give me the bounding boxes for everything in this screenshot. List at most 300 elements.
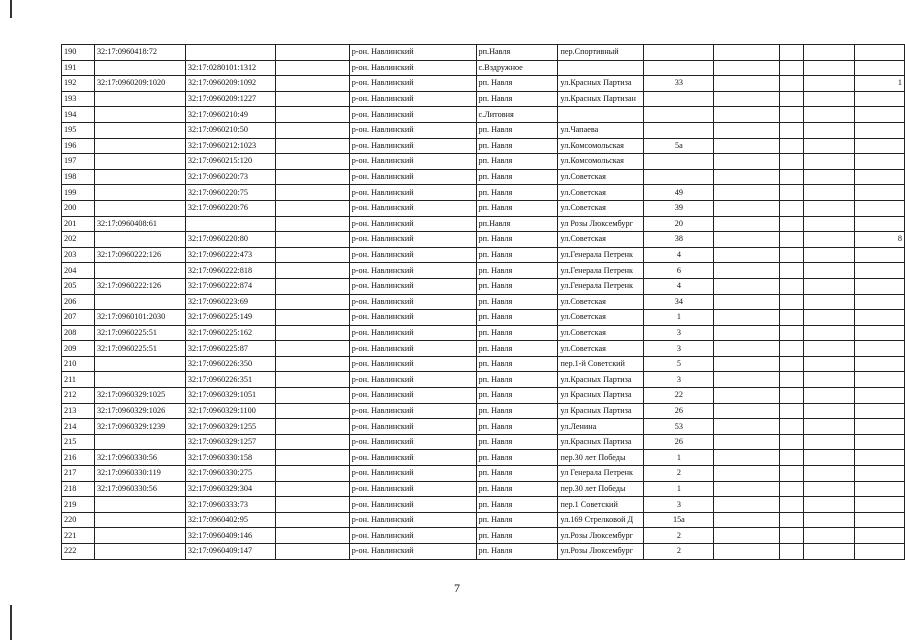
count-cell bbox=[855, 263, 905, 279]
blank-cell bbox=[275, 528, 349, 544]
blank-cell bbox=[804, 481, 855, 497]
count-cell bbox=[855, 216, 905, 232]
street-cell: ул.Советская bbox=[558, 341, 644, 357]
district-cell: р-он. Навлинский bbox=[349, 216, 476, 232]
district-cell: р-он. Навлинский bbox=[349, 185, 476, 201]
blank-cell bbox=[275, 434, 349, 450]
extra-cell bbox=[714, 247, 780, 263]
district-cell: р-он. Навлинский bbox=[349, 419, 476, 435]
blank-cell bbox=[275, 341, 349, 357]
street-cell: ул.Розы Люксембург bbox=[558, 544, 644, 560]
settlement-cell: рп. Навля bbox=[476, 263, 558, 279]
extra-cell bbox=[714, 356, 780, 372]
table-row bbox=[62, 60, 905, 76]
cadastral-number-1: 32:17:0960330:56 bbox=[94, 450, 185, 466]
count-cell bbox=[855, 497, 905, 513]
blank-cell bbox=[275, 45, 349, 61]
count-cell bbox=[855, 341, 905, 357]
settlement-cell: рп. Навля bbox=[476, 403, 558, 419]
blank-cell bbox=[804, 60, 855, 76]
house-cell: 5а bbox=[644, 138, 714, 154]
blank-cell bbox=[275, 60, 349, 76]
count-cell bbox=[855, 310, 905, 326]
blank-cell bbox=[804, 247, 855, 263]
blank-cell bbox=[804, 497, 855, 513]
blank-cell bbox=[804, 232, 855, 248]
cadastral-number-2: 32:17:0960223:69 bbox=[185, 294, 275, 310]
blank-cell bbox=[780, 434, 804, 450]
count-cell bbox=[855, 60, 905, 76]
extra-cell bbox=[714, 419, 780, 435]
blank-cell bbox=[780, 278, 804, 294]
row-number: 209 bbox=[62, 341, 95, 357]
row-number: 199 bbox=[62, 185, 95, 201]
house-cell: 2 bbox=[644, 544, 714, 560]
house-cell bbox=[644, 122, 714, 138]
cadastral-number-2: 32:17:0960220:76 bbox=[185, 200, 275, 216]
cadastral-number-2: 32:17:0960330:275 bbox=[185, 466, 275, 482]
house-cell: 1 bbox=[644, 450, 714, 466]
blank-cell bbox=[275, 216, 349, 232]
blank-cell bbox=[275, 154, 349, 170]
row-number: 200 bbox=[62, 200, 95, 216]
house-cell: 22 bbox=[644, 388, 714, 404]
extra-cell bbox=[714, 372, 780, 388]
extra-cell bbox=[714, 294, 780, 310]
cadastral-number-2 bbox=[185, 45, 275, 61]
extra-cell bbox=[714, 278, 780, 294]
row-number: 204 bbox=[62, 263, 95, 279]
cadastral-number-1 bbox=[94, 185, 185, 201]
house-cell: 6 bbox=[644, 263, 714, 279]
table-row bbox=[62, 278, 905, 294]
row-number: 219 bbox=[62, 497, 95, 513]
settlement-cell: рп. Навля bbox=[476, 76, 558, 92]
district-cell: р-он. Навлинский bbox=[349, 232, 476, 248]
blank-cell bbox=[275, 466, 349, 482]
house-cell: 4 bbox=[644, 247, 714, 263]
table-row bbox=[62, 107, 905, 123]
blank-cell bbox=[804, 154, 855, 170]
cadastral-number-1: 32:17:0960330:119 bbox=[94, 466, 185, 482]
blank-cell bbox=[804, 263, 855, 279]
extra-cell bbox=[714, 60, 780, 76]
settlement-cell: рп. Навля bbox=[476, 512, 558, 528]
cadastral-number-1: 32:17:0960225:51 bbox=[94, 325, 185, 341]
extra-cell bbox=[714, 232, 780, 248]
street-cell: ул.Чапаева bbox=[558, 122, 644, 138]
blank-cell bbox=[275, 185, 349, 201]
district-cell: р-он. Навлинский bbox=[349, 450, 476, 466]
count-cell: 1 bbox=[855, 76, 905, 92]
settlement-cell: рп. Навля bbox=[476, 138, 558, 154]
street-cell: ул Генерала Петренк bbox=[558, 466, 644, 482]
row-number: 215 bbox=[62, 434, 95, 450]
cadastral-number-2: 32:17:0960329:304 bbox=[185, 481, 275, 497]
street-cell: ул.Розы Люксембург bbox=[558, 528, 644, 544]
cadastral-number-1 bbox=[94, 294, 185, 310]
cadastral-number-1: 32:17:0960408:61 bbox=[94, 216, 185, 232]
row-number: 201 bbox=[62, 216, 95, 232]
blank-cell bbox=[780, 419, 804, 435]
district-cell: р-он. Навлинский bbox=[349, 310, 476, 326]
extra-cell bbox=[714, 154, 780, 170]
blank-cell bbox=[804, 310, 855, 326]
table-row bbox=[62, 45, 905, 61]
settlement-cell: рп. Навля bbox=[476, 294, 558, 310]
row-number: 207 bbox=[62, 310, 95, 326]
extra-cell bbox=[714, 466, 780, 482]
row-number: 206 bbox=[62, 294, 95, 310]
extra-cell bbox=[714, 185, 780, 201]
street-cell: ул.Красных Партиза bbox=[558, 372, 644, 388]
extra-cell bbox=[714, 434, 780, 450]
district-cell: р-он. Навлинский bbox=[349, 434, 476, 450]
table-row bbox=[62, 419, 905, 435]
table-row bbox=[62, 247, 905, 263]
blank-cell bbox=[804, 372, 855, 388]
blank-cell bbox=[780, 107, 804, 123]
count-cell bbox=[855, 154, 905, 170]
row-number: 213 bbox=[62, 403, 95, 419]
table-body bbox=[62, 45, 905, 560]
extra-cell bbox=[714, 388, 780, 404]
street-cell: пер.30 лет Победы bbox=[558, 450, 644, 466]
settlement-cell: рп. Навля bbox=[476, 232, 558, 248]
table-row bbox=[62, 372, 905, 388]
blank-cell bbox=[780, 544, 804, 560]
settlement-cell: рп.Навля bbox=[476, 216, 558, 232]
blank-cell bbox=[275, 138, 349, 154]
cadastral-number-1 bbox=[94, 154, 185, 170]
house-cell: 20 bbox=[644, 216, 714, 232]
extra-cell bbox=[714, 450, 780, 466]
street-cell: ул.169 Стрелковой Д bbox=[558, 512, 644, 528]
cadastral-number-1: 32:17:0960222:126 bbox=[94, 247, 185, 263]
extra-cell bbox=[714, 200, 780, 216]
blank-cell bbox=[275, 278, 349, 294]
blank-cell bbox=[275, 419, 349, 435]
cadastral-number-2: 32:17:0960215:120 bbox=[185, 154, 275, 170]
blank-cell bbox=[780, 169, 804, 185]
cadastral-register-table bbox=[61, 44, 905, 560]
table-row bbox=[62, 512, 905, 528]
blank-cell bbox=[275, 497, 349, 513]
blank-cell bbox=[804, 278, 855, 294]
extra-cell bbox=[714, 216, 780, 232]
cadastral-number-1 bbox=[94, 122, 185, 138]
table-row bbox=[62, 356, 905, 372]
settlement-cell: рп. Навля bbox=[476, 356, 558, 372]
cadastral-number-1: 32:17:0960418:72 bbox=[94, 45, 185, 61]
blank-cell bbox=[780, 356, 804, 372]
district-cell: р-он. Навлинский bbox=[349, 263, 476, 279]
blank-cell bbox=[804, 325, 855, 341]
cadastral-number-2: 32:17:0960329:1100 bbox=[185, 403, 275, 419]
district-cell: р-он. Навлинский bbox=[349, 278, 476, 294]
house-cell bbox=[644, 107, 714, 123]
extra-cell bbox=[714, 481, 780, 497]
count-cell bbox=[855, 122, 905, 138]
blank-cell bbox=[780, 512, 804, 528]
house-cell: 4 bbox=[644, 278, 714, 294]
table-row bbox=[62, 122, 905, 138]
settlement-cell: рп. Навля bbox=[476, 122, 558, 138]
cadastral-number-2: 32:17:0960210:50 bbox=[185, 122, 275, 138]
blank-cell bbox=[804, 45, 855, 61]
table-row bbox=[62, 481, 905, 497]
settlement-cell: рп. Навля bbox=[476, 325, 558, 341]
extra-cell bbox=[714, 76, 780, 92]
street-cell: ул.Генерала Петренк bbox=[558, 247, 644, 263]
cadastral-number-2: 32:17:0960409:147 bbox=[185, 544, 275, 560]
blank-cell bbox=[780, 497, 804, 513]
blank-cell bbox=[275, 388, 349, 404]
cadastral-number-1: 32:17:0960209:1020 bbox=[94, 76, 185, 92]
house-cell: 15а bbox=[644, 512, 714, 528]
street-cell: ул.Генерала Петренк bbox=[558, 278, 644, 294]
blank-cell bbox=[780, 310, 804, 326]
settlement-cell: рп. Навля bbox=[476, 169, 558, 185]
blank-cell bbox=[275, 512, 349, 528]
blank-cell bbox=[780, 122, 804, 138]
cadastral-number-2: 32:17:0960225:162 bbox=[185, 325, 275, 341]
table-row bbox=[62, 76, 905, 92]
count-cell bbox=[855, 138, 905, 154]
cadastral-number-2: 32:17:0960210:49 bbox=[185, 107, 275, 123]
blank-cell bbox=[780, 247, 804, 263]
extra-cell bbox=[714, 122, 780, 138]
settlement-cell: рп. Навля bbox=[476, 341, 558, 357]
blank-cell bbox=[780, 76, 804, 92]
district-cell: р-он. Навлинский bbox=[349, 481, 476, 497]
cadastral-number-1 bbox=[94, 60, 185, 76]
count-cell bbox=[855, 450, 905, 466]
district-cell: р-он. Навлинский bbox=[349, 91, 476, 107]
table-row bbox=[62, 216, 905, 232]
blank-cell bbox=[780, 372, 804, 388]
blank-cell bbox=[780, 325, 804, 341]
cadastral-number-1 bbox=[94, 91, 185, 107]
count-cell bbox=[855, 544, 905, 560]
settlement-cell: рп. Навля bbox=[476, 185, 558, 201]
row-number: 203 bbox=[62, 247, 95, 263]
row-number: 205 bbox=[62, 278, 95, 294]
table-row bbox=[62, 325, 905, 341]
binder-mark-bottom bbox=[10, 605, 12, 640]
row-number: 220 bbox=[62, 512, 95, 528]
row-number: 208 bbox=[62, 325, 95, 341]
extra-cell bbox=[714, 341, 780, 357]
blank-cell bbox=[804, 419, 855, 435]
house-cell: 1 bbox=[644, 481, 714, 497]
extra-cell bbox=[714, 528, 780, 544]
blank-cell bbox=[780, 341, 804, 357]
count-cell bbox=[855, 481, 905, 497]
cadastral-number-1 bbox=[94, 138, 185, 154]
table-row bbox=[62, 232, 905, 248]
blank-cell bbox=[804, 138, 855, 154]
extra-cell bbox=[714, 91, 780, 107]
blank-cell bbox=[275, 356, 349, 372]
count-cell bbox=[855, 107, 905, 123]
blank-cell bbox=[804, 107, 855, 123]
extra-cell bbox=[714, 138, 780, 154]
row-number: 222 bbox=[62, 544, 95, 560]
house-cell bbox=[644, 169, 714, 185]
blank-cell bbox=[804, 216, 855, 232]
settlement-cell: рп. Навля bbox=[476, 372, 558, 388]
blank-cell bbox=[780, 154, 804, 170]
street-cell: пер.Спортивный bbox=[558, 45, 644, 61]
settlement-cell: рп. Навля bbox=[476, 450, 558, 466]
district-cell: р-он. Навлинский bbox=[349, 544, 476, 560]
district-cell: р-он. Навлинский bbox=[349, 528, 476, 544]
extra-cell bbox=[714, 512, 780, 528]
table-row bbox=[62, 544, 905, 560]
blank-cell bbox=[780, 481, 804, 497]
district-cell: р-он. Навлинский bbox=[349, 325, 476, 341]
blank-cell bbox=[804, 403, 855, 419]
cadastral-number-1 bbox=[94, 497, 185, 513]
settlement-cell: рп. Навля bbox=[476, 91, 558, 107]
district-cell: р-он. Навлинский bbox=[349, 200, 476, 216]
district-cell: р-он. Навлинский bbox=[349, 138, 476, 154]
table-row bbox=[62, 466, 905, 482]
house-cell: 2 bbox=[644, 528, 714, 544]
table-row bbox=[62, 154, 905, 170]
cadastral-number-2 bbox=[185, 216, 275, 232]
count-cell bbox=[855, 169, 905, 185]
row-number: 190 bbox=[62, 45, 95, 61]
blank-cell bbox=[275, 200, 349, 216]
street-cell: ул.Советская bbox=[558, 325, 644, 341]
count-cell: 8 bbox=[855, 232, 905, 248]
blank-cell bbox=[275, 76, 349, 92]
blank-cell bbox=[275, 263, 349, 279]
house-cell: 3 bbox=[644, 341, 714, 357]
blank-cell bbox=[780, 450, 804, 466]
street-cell: ул.Красных Партиза bbox=[558, 434, 644, 450]
count-cell bbox=[855, 200, 905, 216]
district-cell: р-он. Навлинский bbox=[349, 497, 476, 513]
house-cell bbox=[644, 60, 714, 76]
extra-cell bbox=[714, 544, 780, 560]
cadastral-number-1: 32:17:0960225:51 bbox=[94, 341, 185, 357]
count-cell bbox=[855, 434, 905, 450]
cadastral-number-1 bbox=[94, 200, 185, 216]
cadastral-number-2: 32:17:0960222:473 bbox=[185, 247, 275, 263]
cadastral-number-2: 32:17:0960220:75 bbox=[185, 185, 275, 201]
district-cell: р-он. Навлинский bbox=[349, 154, 476, 170]
blank-cell bbox=[804, 200, 855, 216]
count-cell bbox=[855, 294, 905, 310]
district-cell: р-он. Навлинский bbox=[349, 247, 476, 263]
count-cell bbox=[855, 247, 905, 263]
table-row bbox=[62, 310, 905, 326]
binder-mark-top bbox=[10, 0, 12, 18]
table-row bbox=[62, 450, 905, 466]
district-cell: р-он. Навлинский bbox=[349, 45, 476, 61]
table-row bbox=[62, 138, 905, 154]
street-cell: ул.Ленина bbox=[558, 419, 644, 435]
cadastral-number-2: 32:17:0960409:146 bbox=[185, 528, 275, 544]
blank-cell bbox=[804, 294, 855, 310]
cadastral-number-2: 32:17:0960402:95 bbox=[185, 512, 275, 528]
street-cell: ул.Комсомольская bbox=[558, 154, 644, 170]
blank-cell bbox=[275, 310, 349, 326]
cadastral-number-1: 32:17:0960101:2030 bbox=[94, 310, 185, 326]
street-cell: ул.Генерала Петренк bbox=[558, 263, 644, 279]
street-cell: ул.Советская bbox=[558, 200, 644, 216]
district-cell: р-он. Навлинский bbox=[349, 466, 476, 482]
street-cell: ул.Комсомольская bbox=[558, 138, 644, 154]
blank-cell bbox=[804, 169, 855, 185]
district-cell: р-он. Навлинский bbox=[349, 388, 476, 404]
blank-cell bbox=[780, 388, 804, 404]
table-row bbox=[62, 434, 905, 450]
count-cell bbox=[855, 356, 905, 372]
cadastral-number-2: 32:17:0960226:351 bbox=[185, 372, 275, 388]
row-number: 195 bbox=[62, 122, 95, 138]
extra-cell bbox=[714, 45, 780, 61]
blank-cell bbox=[804, 512, 855, 528]
blank-cell bbox=[804, 434, 855, 450]
cadastral-number-2: 32:17:0960209:1227 bbox=[185, 91, 275, 107]
row-number: 193 bbox=[62, 91, 95, 107]
blank-cell bbox=[275, 122, 349, 138]
street-cell: пер.1 Советский bbox=[558, 497, 644, 513]
row-number: 211 bbox=[62, 372, 95, 388]
cadastral-number-1 bbox=[94, 512, 185, 528]
blank-cell bbox=[275, 372, 349, 388]
house-cell: 49 bbox=[644, 185, 714, 201]
settlement-cell: рп. Навля bbox=[476, 434, 558, 450]
house-cell: 38 bbox=[644, 232, 714, 248]
house-cell: 26 bbox=[644, 403, 714, 419]
blank-cell bbox=[804, 466, 855, 482]
count-cell bbox=[855, 403, 905, 419]
street-cell bbox=[558, 107, 644, 123]
cadastral-number-1: 32:17:0960330:56 bbox=[94, 481, 185, 497]
street-cell: ул.Советская bbox=[558, 232, 644, 248]
street-cell: ул.Советская bbox=[558, 185, 644, 201]
settlement-cell: рп.Навля bbox=[476, 45, 558, 61]
cadastral-number-2: 32:17:0960220:80 bbox=[185, 232, 275, 248]
count-cell bbox=[855, 91, 905, 107]
blank-cell bbox=[804, 450, 855, 466]
street-cell: ул Красных Партиза bbox=[558, 403, 644, 419]
settlement-cell: с.Вздружное bbox=[476, 60, 558, 76]
district-cell: р-он. Навлинский bbox=[349, 403, 476, 419]
blank-cell bbox=[780, 403, 804, 419]
settlement-cell: рп. Навля bbox=[476, 544, 558, 560]
cadastral-number-2: 32:17:0960225:149 bbox=[185, 310, 275, 326]
district-cell: р-он. Навлинский bbox=[349, 122, 476, 138]
blank-cell bbox=[804, 185, 855, 201]
blank-cell bbox=[780, 216, 804, 232]
blank-cell bbox=[275, 294, 349, 310]
cadastral-number-1: 32:17:0960329:1239 bbox=[94, 419, 185, 435]
settlement-cell: рп. Навля bbox=[476, 278, 558, 294]
table-row bbox=[62, 169, 905, 185]
street-cell: ул.Красных Партиза bbox=[558, 76, 644, 92]
blank-cell bbox=[780, 466, 804, 482]
count-cell bbox=[855, 419, 905, 435]
row-number: 212 bbox=[62, 388, 95, 404]
row-number: 214 bbox=[62, 419, 95, 435]
row-number: 202 bbox=[62, 232, 95, 248]
